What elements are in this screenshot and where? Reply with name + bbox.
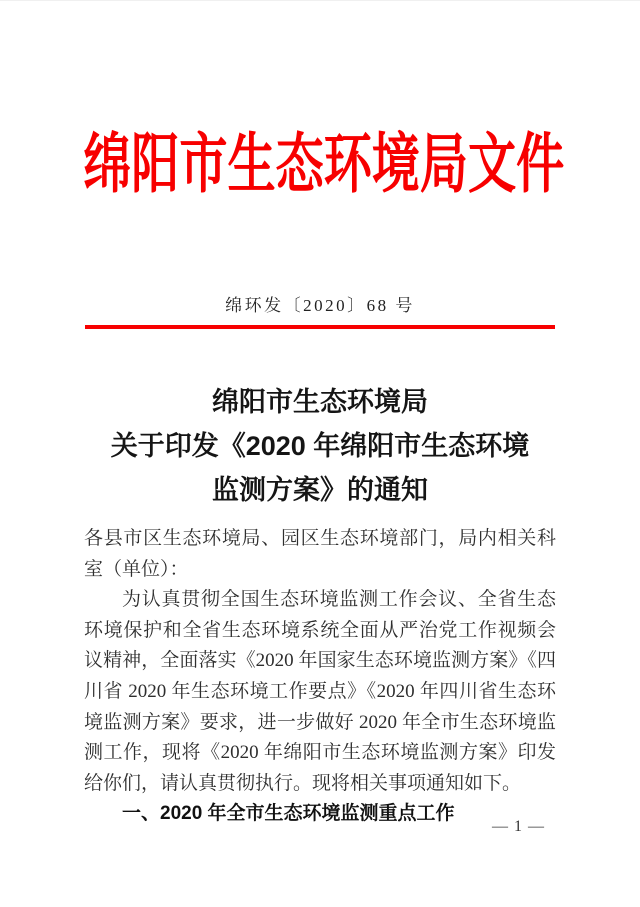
document-title [0, 380, 640, 512]
red-separator-rule [85, 325, 555, 329]
document-title-line-3: 监测方案》的通知 [212, 475, 428, 505]
letterhead-title: 绵阳市生态环境局文件 [83, 127, 565, 200]
document-body [84, 524, 556, 830]
salutation-line: 各县市区生态环境局、园区生态环境部门，局内相关科室（单位）： [84, 528, 556, 580]
body-paragraph: 为认真贯彻全国生态环境监测工作会议、全省生态环境保护和全省生态环境系统全面从严治党工作视频会议精神，全面落实《2020 年国家生态环境监测方案》《四川省 2020 年生态环境工作要点》《2020 年四川省生态环境监测方案》要求，进一步做好 2020 年全市生态环境监测工作，现将《2020 年绵阳市生态环境监测方案》印发给你们，请认真贯彻执行。现将相关事项通知如下。 [84, 589, 556, 794]
document-title-line-1: 绵阳市生态环境局 [212, 387, 428, 417]
document-title-line-2: 关于印发《2020 年绵阳市生态环境 [110, 431, 530, 461]
document-number: 绵环发〔2020〕68 号 [225, 296, 415, 315]
page-number: — 1 — [492, 818, 545, 835]
section-heading: 一、2020 年全市生态环境监测重点工作 [122, 803, 455, 825]
